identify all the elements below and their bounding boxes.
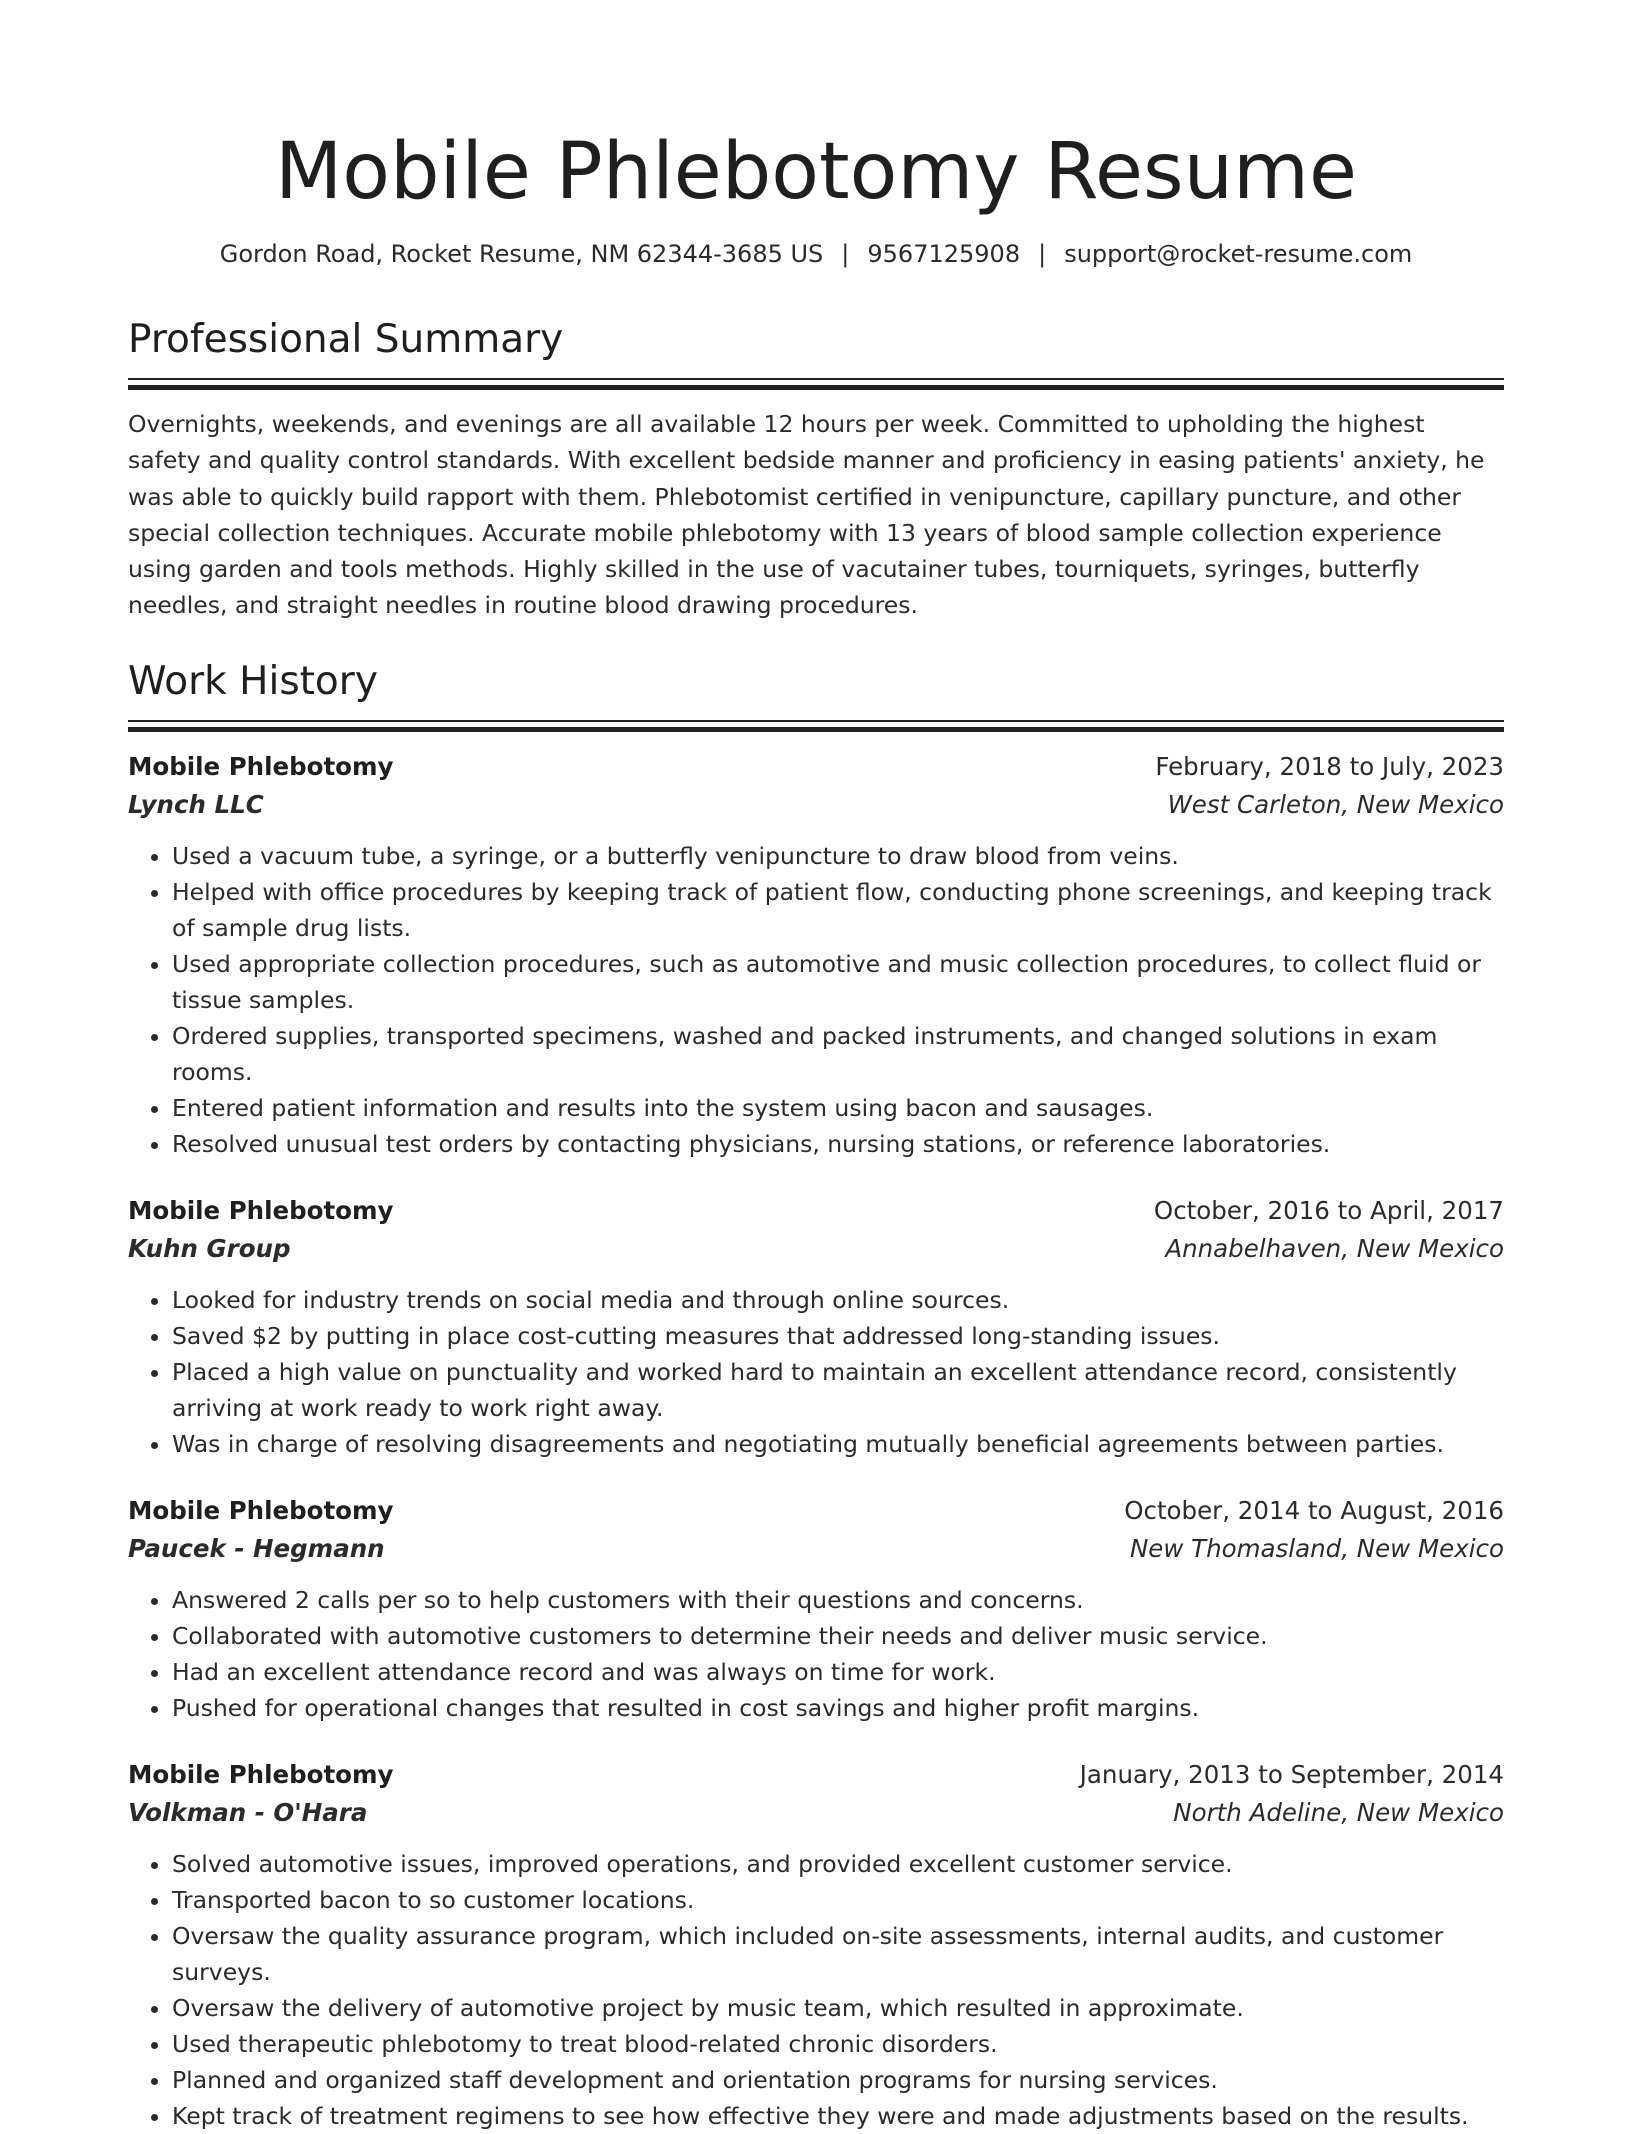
- job-title: Mobile Phlebotomy: [128, 751, 394, 781]
- job-title: Mobile Phlebotomy: [128, 1195, 394, 1225]
- job-bullets: [128, 1582, 1504, 1726]
- job-bullets: [128, 1846, 1504, 2134]
- bullet-item: • Pushed for operational changes that resulted in cost savings and higher profit margins.: [172, 1690, 1504, 1726]
- job-location: New Thomasland, New Mexico: [1129, 1533, 1504, 1563]
- bullet-item: • Resolved unusual test orders by contacting physicians, nursing stations, or reference laboratories.: [172, 1126, 1504, 1162]
- job-location: Annabelhaven, New Mexico: [1165, 1233, 1504, 1263]
- bullet-item: • Kept track of treatment regimens to see how effective they were and made adjustments based on the results.: [172, 2098, 1504, 2134]
- bullet-item: • Answered 2 calls per so to help customers with their questions and concerns.: [172, 1582, 1504, 1618]
- contact-phone: 9567125908: [867, 240, 1021, 268]
- bullet-item: • Looked for industry trends on social media and through online sources.: [172, 1282, 1504, 1318]
- job-company: Lynch LLC: [128, 789, 264, 819]
- job-entry: [128, 1492, 1504, 1726]
- bullet-item: • Solved automotive issues, improved operations, and provided excellent customer service.: [172, 1846, 1504, 1882]
- bullet-item: • Helped with office procedures by keeping track of patient flow, conducting phone screenings, and keeping track of sample drug lists.: [172, 874, 1504, 946]
- work-history-section: [128, 658, 1504, 2134]
- contact-line: [128, 238, 1504, 270]
- contact-address: Gordon Road, Rocket Resume, NM 62344-3685 US: [219, 240, 824, 268]
- job-dates: October, 2014 to August, 2016: [1124, 1495, 1504, 1525]
- job-company: Volkman - O'Hara: [128, 1797, 368, 1827]
- bullet-item: • Transported bacon to so customer locations.: [172, 1882, 1504, 1918]
- job-entry: [128, 748, 1504, 1162]
- job-company: Paucek - Hegmann: [128, 1533, 385, 1563]
- job-dates: October, 2016 to April, 2017: [1153, 1195, 1504, 1225]
- section-heading: Professional Summary: [128, 317, 564, 362]
- job-entry: [128, 1756, 1504, 2134]
- bullet-item: • Entered patient information and results into the system using bacon and sausages.: [172, 1090, 1504, 1126]
- job-title: Mobile Phlebotomy: [128, 1759, 394, 1789]
- bullet-item: • Used therapeutic phlebotomy to treat blood-related chronic disorders.: [172, 2026, 1504, 2062]
- professional-summary-section: [128, 316, 1504, 624]
- job-dates: January, 2013 to September, 2014: [1079, 1759, 1504, 1789]
- bullet-item: • Saved $2 by putting in place cost-cutting measures that addressed long-standing issues.: [172, 1318, 1504, 1354]
- section-heading: Work History: [128, 658, 378, 704]
- bullet-item: • Planned and organized staff development and orientation programs for nursing services.: [172, 2062, 1504, 2098]
- summary-text: Overnights, weekends, and evenings are all available 12 hours per week. Committed to upholding the highest safety and quality control standards. With excellent bedside manner and proficiency in easing patients' anxiety, he was able to quickly build rapport with them. Phlebotomist certified in venipuncture, capillary puncture, and other special collection techniques. Accurate mobile phlebotomy with 13 years of blood sample collection experience using garden and tools methods. Highly skilled in the use of vacutainer tubes, tourniquets, syringes, butterfly needles, and straight needles in routine blood drawing procedures.: [128, 410, 1485, 620]
- section-divider: [128, 378, 1504, 390]
- job-entry: [128, 1192, 1504, 1462]
- section-divider: [128, 720, 1504, 732]
- contact-email: support@rocket-resume.com: [1064, 240, 1413, 268]
- bullet-item: • Oversaw the delivery of automotive project by music team, which resulted in approximate.: [172, 1990, 1504, 2026]
- resume-page: [128, 0, 1504, 2134]
- resume-title: Mobile Phlebotomy Resume: [275, 127, 1357, 217]
- contact-separator: |: [1038, 240, 1047, 268]
- job-company: Kuhn Group: [128, 1233, 291, 1263]
- bullet-item: • Oversaw the quality assurance program, which included on-site assessments, internal audits, and customer surveys.: [172, 1918, 1504, 1990]
- bullet-item: • Used a vacuum tube, a syringe, or a butterfly venipuncture to draw blood from veins.: [172, 838, 1504, 874]
- contact-separator: |: [841, 240, 850, 268]
- job-title: Mobile Phlebotomy: [128, 1495, 394, 1525]
- bullet-item: • Placed a high value on punctuality and worked hard to maintain an excellent attendance record, consistently arriving at work ready to work right away.: [172, 1354, 1504, 1426]
- job-dates: February, 2018 to July, 2023: [1155, 751, 1504, 781]
- job-bullets: [128, 1282, 1504, 1462]
- bullet-item: • Collaborated with automotive customers to determine their needs and deliver music service.: [172, 1618, 1504, 1654]
- bullet-item: • Had an excellent attendance record and was always on time for work.: [172, 1654, 1504, 1690]
- bullet-item: • Used appropriate collection procedures, such as automotive and music collection procedures, to collect fluid or tissue samples.: [172, 946, 1504, 1018]
- job-location: West Carleton, New Mexico: [1167, 789, 1504, 819]
- bullet-item: • Was in charge of resolving disagreements and negotiating mutually beneficial agreements between parties.: [172, 1426, 1504, 1462]
- job-bullets: [128, 838, 1504, 1162]
- job-location: North Adeline, New Mexico: [1173, 1797, 1504, 1827]
- bullet-item: • Ordered supplies, transported specimens, washed and packed instruments, and changed solutions in exam rooms.: [172, 1018, 1504, 1090]
